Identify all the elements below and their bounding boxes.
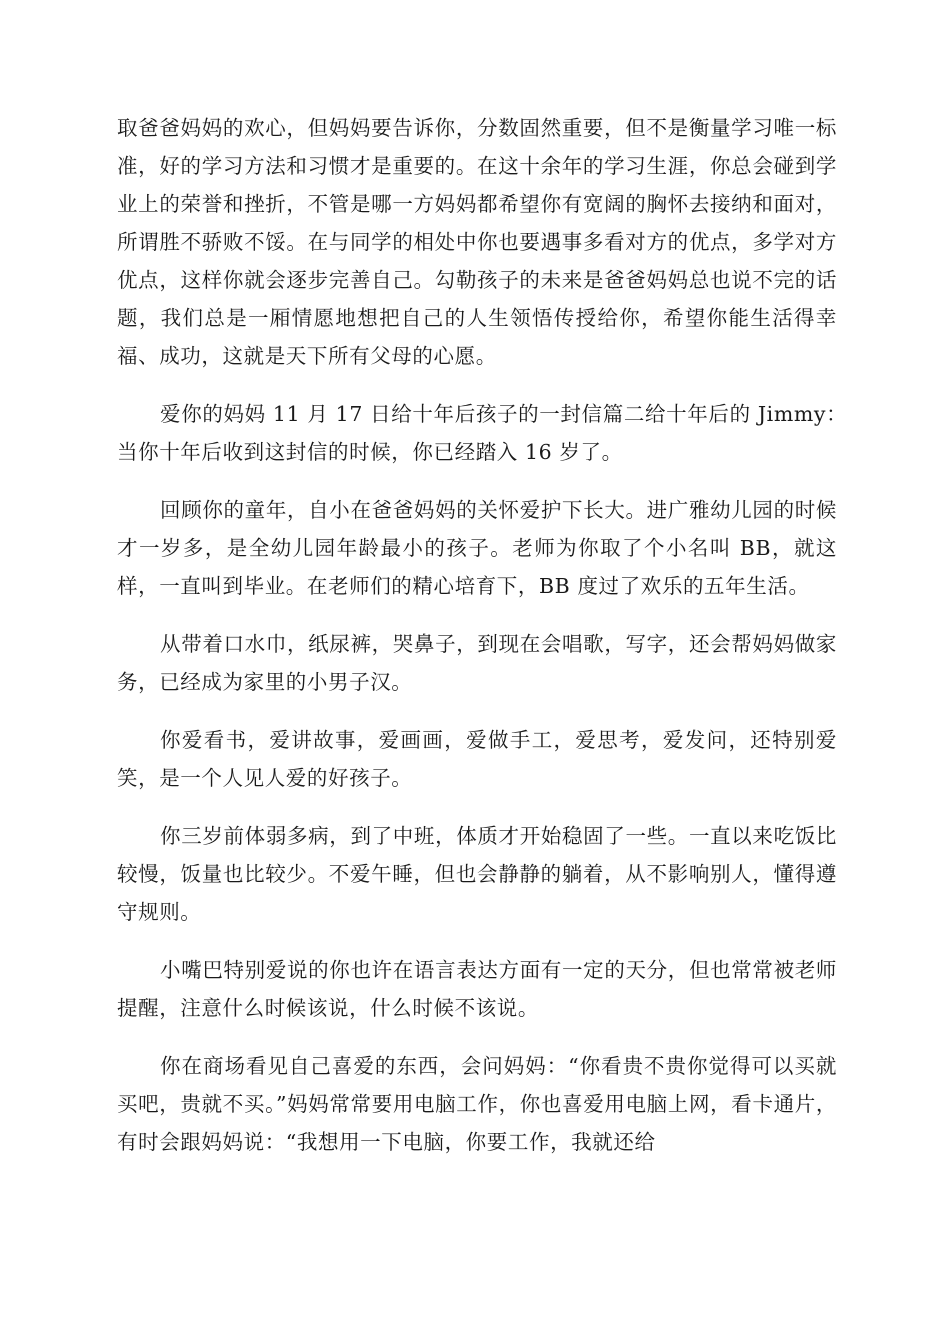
paragraph-7: 小嘴巴特别爱说的你也许在语言表达方面有一定的天分，但也常常被老师提醒，注意什么时候该说，什么时候不该说。 xyxy=(117,958,837,1020)
paragraph-5: 你爱看书，爱讲故事，爱画画，爱做手工，爱思考，爱发问，还特别爱笑，是一个人见人爱的好孩子。 xyxy=(117,728,837,790)
paragraph-3: 回顾你的童年，自小在爸爸妈妈的关怀爱护下长大。进广雅幼儿园的时候才一岁多，是全幼儿园年龄最小的孩子。老师为你取了个小名叫 BB，就这样，一直叫到毕业。在老师们的精心培育下，BB 度过了欢乐的五年生活。 xyxy=(117,498,837,598)
paragraph-8: 你在商场看见自己喜爱的东西，会问妈妈：“你看贵不贵你觉得可以买就买吧，贵就不买。”妈妈常常要用电脑工作，你也喜爱用电脑上网，看卡通片，有时会跟妈妈说：“我想用一下电脑，你要工作，我就还给 xyxy=(117,1054,837,1154)
document-body xyxy=(117,109,859,1181)
paragraph-2: 爱你的妈妈 11 月 17 日给十年后孩子的一封信篇二给十年后的 Jimmy： 当你十年后收到这封信的时候，你已经踏入 16 岁了。 xyxy=(117,402,859,464)
paragraph-4: 从带着口水巾，纸尿裤，哭鼻子，到现在会唱歌，写字，还会帮妈妈做家务，已经成为家里的小男子汉。 xyxy=(117,632,837,694)
paragraph-1: 取爸爸妈妈的欢心，但妈妈要告诉你，分数固然重要，但不是衡量学习唯一标准，好的学习方法和习惯才是重要的。在这十余年的学习生涯，你总会碰到学业上的荣誉和挫折，不管是哪一方妈妈都希望你有宽阔的胸怀去接纳和面对，所谓胜不骄败不馁。在与同学的相处中你也要遇事多看对方的优点，多学对方优点，这样你就会逐步完善自己。勾勒孩子的未来是爸爸妈妈总也说不完的话题，我们总是一厢情愿地想把自己的人生领悟传授给你，希望你能生活得幸福、成功，这就是天下所有父母的心愿。 xyxy=(117,116,837,368)
paragraph-6: 你三岁前体弱多病，到了中班，体质才开始稳固了一些。一直以来吃饭比较慢，饭量也比较少。不爱午睡，但也会静静的躺着，从不影响别人，懂得遵守规则。 xyxy=(117,824,837,924)
